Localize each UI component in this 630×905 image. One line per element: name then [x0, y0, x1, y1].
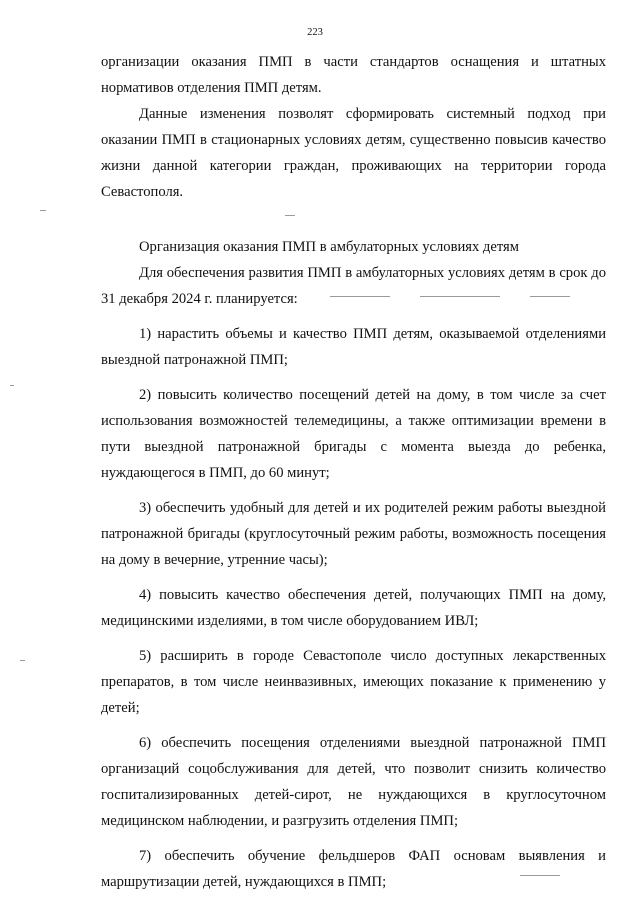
- scan-speck: [520, 875, 560, 876]
- spacer: [101, 486, 606, 495]
- list-item-7: 7) обеспечить обучение фельдшеров ФАП основам выявления и маршрутизации детей, нуждающихся в ПМП;: [101, 848, 606, 890]
- spacer: [101, 573, 606, 582]
- spacer: [101, 373, 606, 382]
- paragraph-intro: Для обеспечения развития ПМП в амбулаторных условиях детям в срок до 31 декабря 2024 г. планируется:: [101, 265, 606, 307]
- scan-speck: [40, 210, 46, 211]
- spacer: [101, 834, 606, 843]
- page-number: 223: [307, 27, 323, 38]
- paragraph-continuation: организации оказания ПМП в части стандартов оснащения и штатных нормативов отделения ПМП детям.: [101, 54, 606, 96]
- list-item-2: 2) повысить количество посещений детей на дому, в том числе за счет использования возможностей телемедицины, а также оптимизации времени в пути выездной патронажной бригады с момента выезда до ребенка, нуждающегося в ПМП, до 60 минут;: [101, 387, 606, 481]
- scan-speck: [10, 385, 14, 386]
- spacer: [101, 634, 606, 643]
- list-item-5: 5) расширить в городе Севастополе число доступных лекарственных препаратов, в том числе неинвазивных, имеющих показание к применению у детей;: [101, 648, 606, 716]
- spacer: [101, 205, 606, 234]
- scan-speck: [285, 215, 295, 216]
- spacer: [101, 721, 606, 730]
- spacer: [101, 312, 606, 321]
- scan-speck: [330, 296, 390, 297]
- section-heading: Организация оказания ПМП в амбулаторных условиях детям: [139, 239, 519, 255]
- paragraph-changes: Данные изменения позволят сформировать системный подход при оказании ПМП в стационарных условиях детям, существенно повысив качество жизни данной категории граждан, проживающих на территории города Севастополя.: [101, 106, 606, 200]
- list-item-1: 1) нарастить объемы и качество ПМП детям, оказываемой отделениями выездной патронажной ПМП;: [101, 326, 606, 368]
- scan-speck: [530, 296, 570, 297]
- list-item-3: 3) обеспечить удобный для детей и их родителей режим работы выездной патронажной бригады (круглосуточный режим работы, возможность посещения на дому в вечерние, утренние часы);: [101, 500, 606, 568]
- list-item-4: 4) повысить качество обеспечения детей, получающих ПМП на дому, медицинскими изделиями, в том числе оборудованием ИВЛ;: [101, 587, 606, 629]
- scan-speck: [20, 660, 25, 661]
- document-body: [101, 49, 606, 895]
- scan-speck: [420, 296, 500, 297]
- list-item-6: 6) обеспечить посещения отделениями выездной патронажной ПМП организаций соцобслуживания для детей, что позволит снизить количество госпитализированных детей-сирот, не нуждающихся в круглосуточном медицинском наблюдении, и разгрузить отделения ПМП;: [101, 735, 606, 829]
